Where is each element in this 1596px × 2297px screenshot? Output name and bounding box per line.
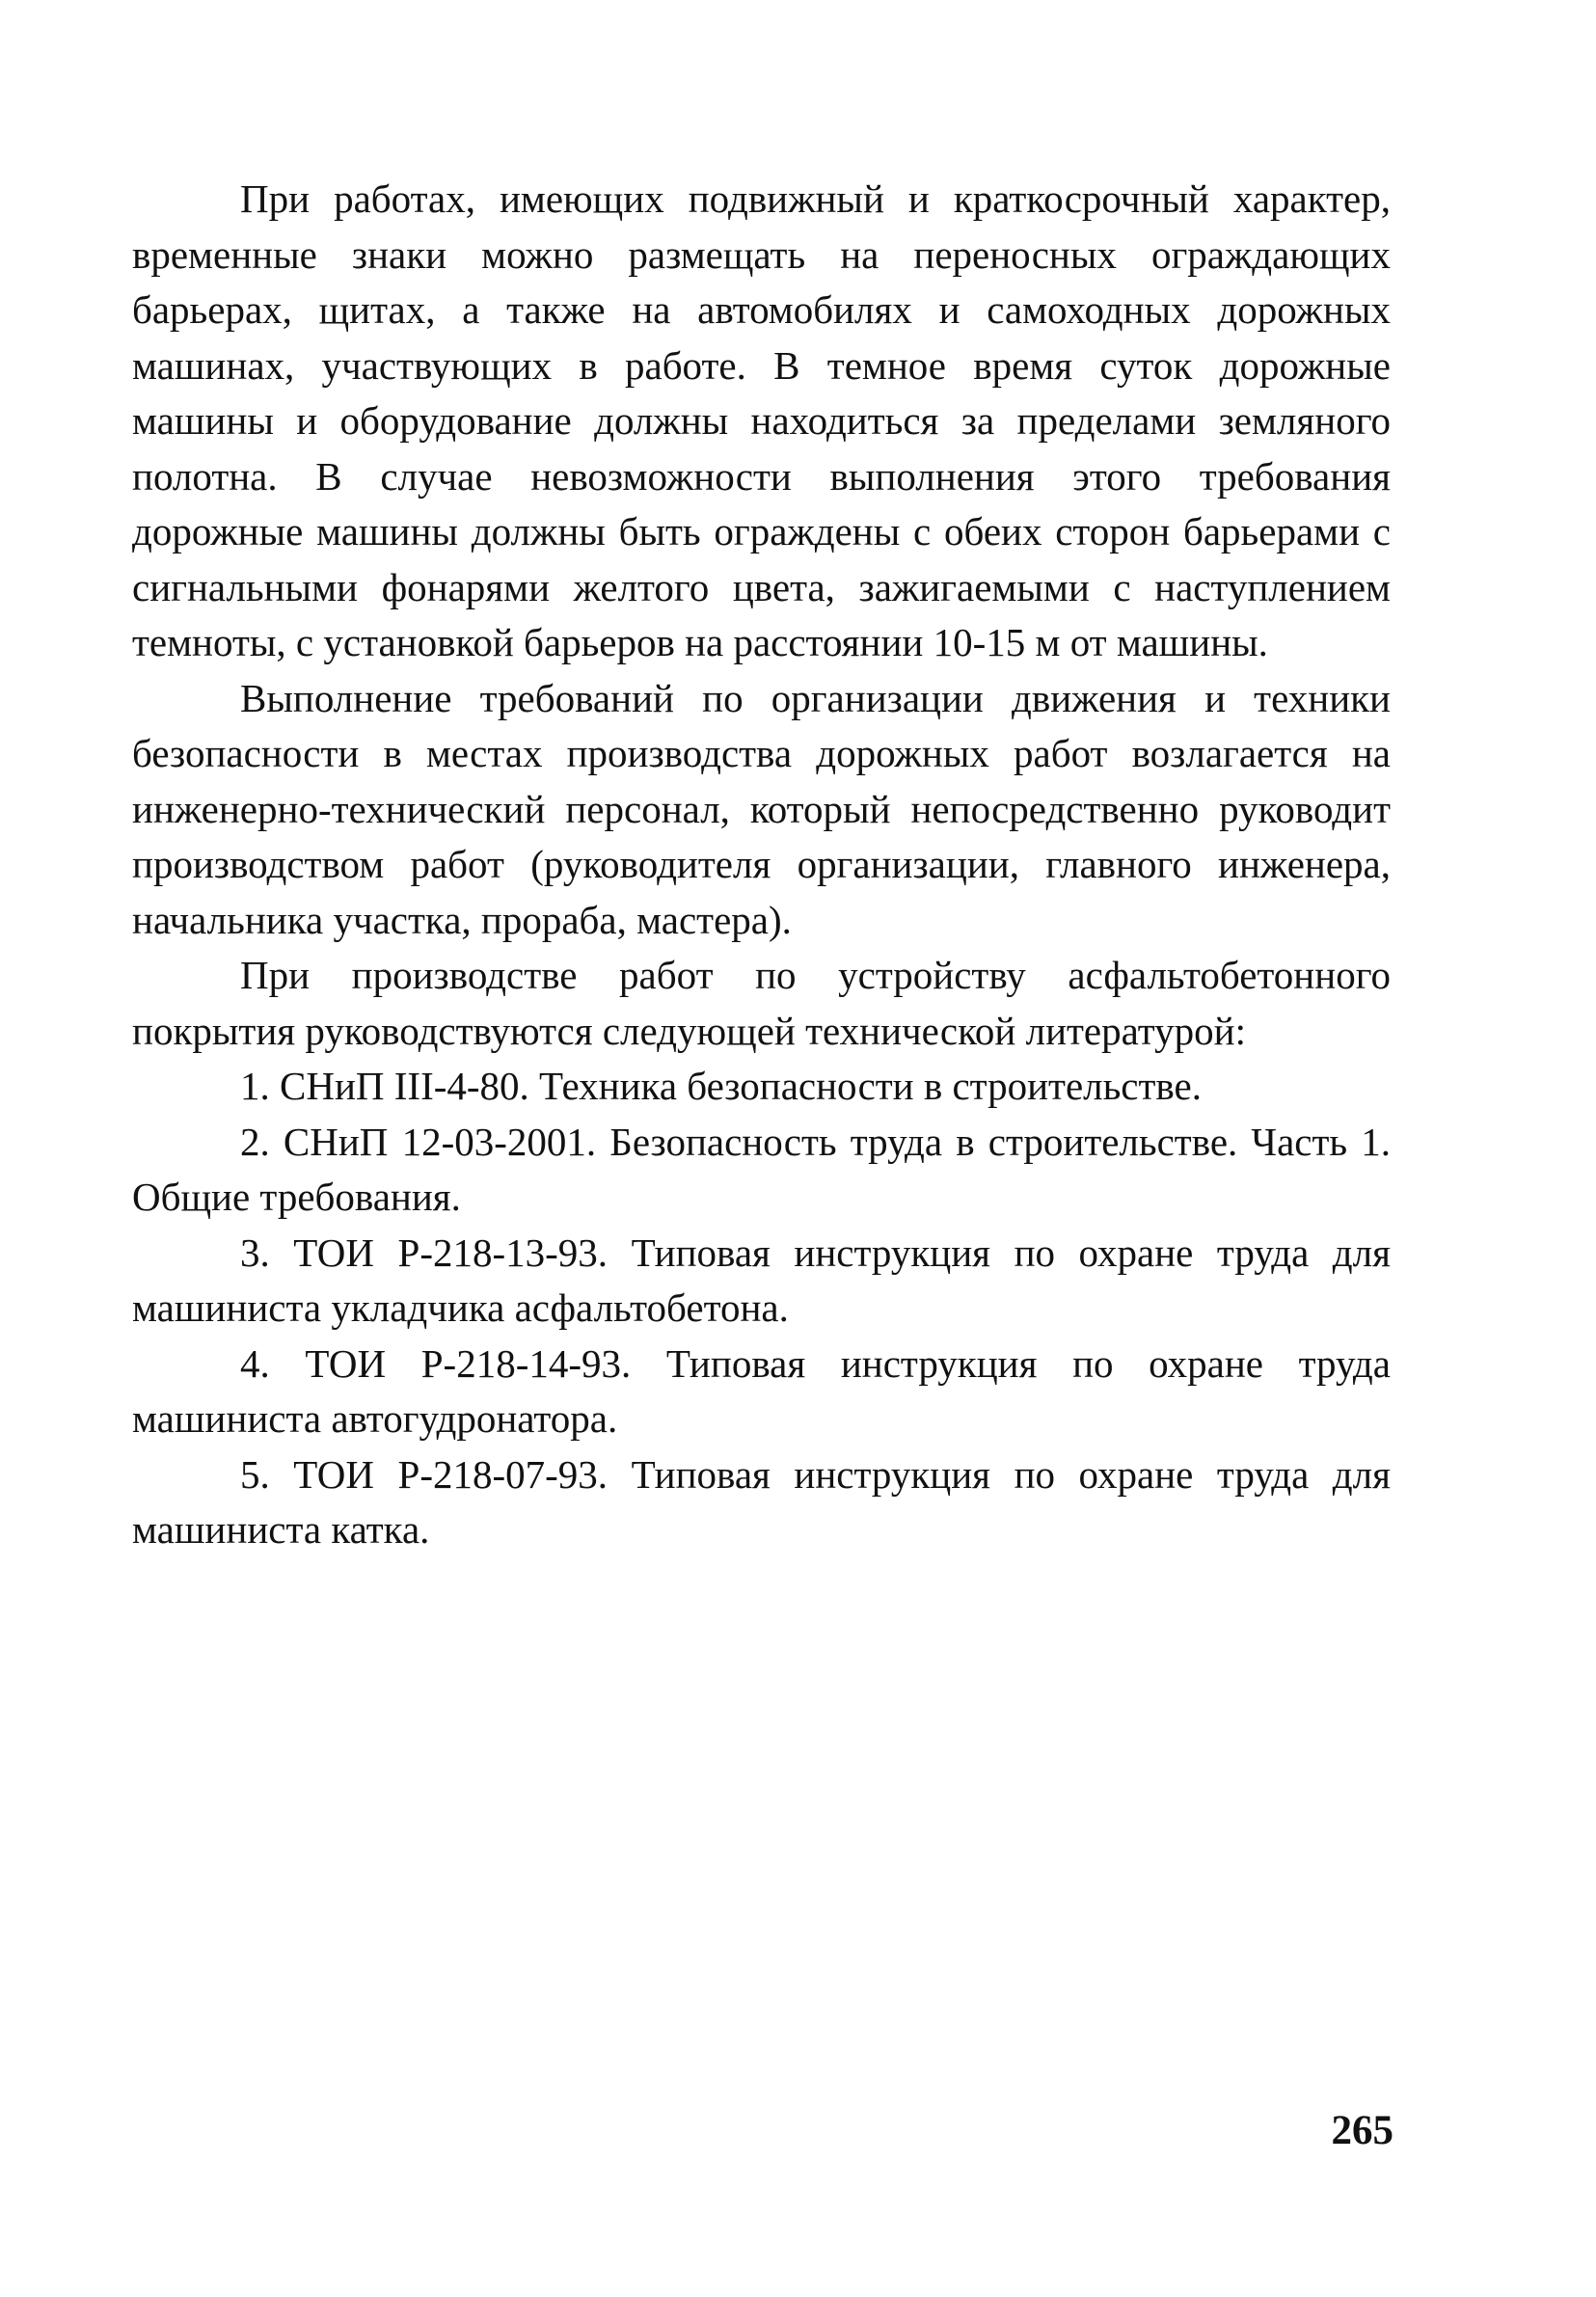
page-number: 265 — [1331, 2108, 1393, 2153]
literature-item: 2. СНиП 12-03-2001. Безопасность труда в строительстве. Часть 1. Общие требования. — [132, 1119, 1391, 1219]
paragraph-literature-intro: При производстве работ по устройству асфальтобетонного покрытия руководствуются следующей технической литературой: — [132, 953, 1391, 1053]
paragraph-temporary-signs: При работах, имеющих подвижный и краткосрочный характер, временные знаки можно размещать на переносных ограждающих барьерах, щитах, а также на автомобилях и самоходных дорожных машинах, участвующих в работе. В темное время суток дорожные машины и оборудование должны находиться за пределами земляного полотна. В случае невозможности выполнения этого требования дорожные машины должны быть ограждены с обеих сторон барьерами с сигнальными фонарями желтого цвета, зажигаемыми с наступлением темноты, с установкой барьеров на расстоянии 10-15 м от машины. — [132, 176, 1391, 664]
paragraph-responsibility: Выполнение требований по организации движения и техники безопасности в местах производства дорожных работ возлагается на инженерно-технический персонал, который непосредственно руководит производством работ (руководителя организации, главного инженера, начальника участка, прораба, мастера). — [132, 675, 1391, 942]
literature-item: 3. ТОИ Р-218-13-93. Типовая инструкция по охране труда для машиниста укладчика асфальтобетона. — [132, 1230, 1391, 1330]
literature-item: 1. СНиП III-4-80. Техника безопасности в строительстве. — [240, 1064, 1202, 1108]
literature-item: 5. ТОИ Р-218-07-93. Типовая инструкция по охране труда для машиниста катка. — [132, 1451, 1391, 1552]
literature-item: 4. ТОИ Р-218-14-93. Типовая инструкция по охране труда машиниста автогудронатора. — [132, 1340, 1391, 1441]
body-text — [132, 172, 1391, 1558]
